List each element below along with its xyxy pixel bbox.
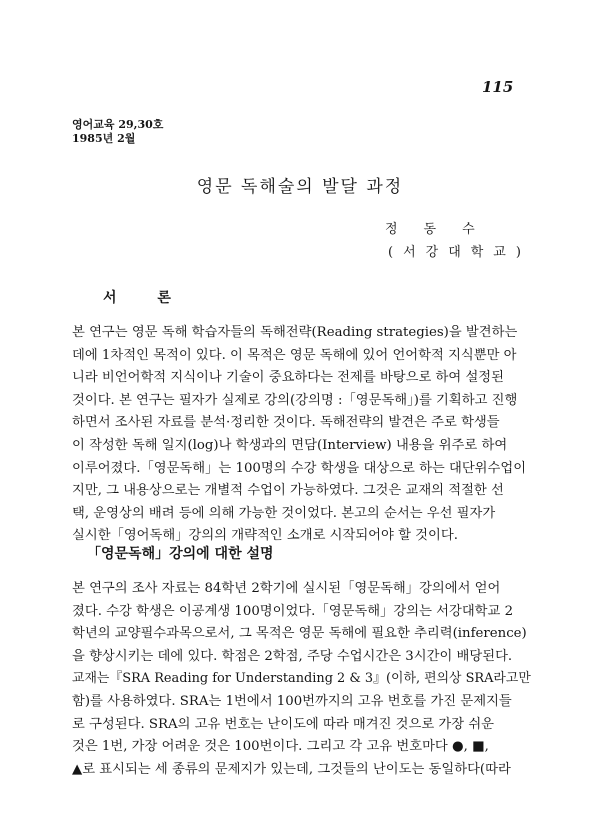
text-line: 이 작성한 독해 일지(log)나 학생과의 면담(Interview) 내용을 위주로 하여 xyxy=(72,437,508,453)
text-line: 본 연구의 조사 자료는 84학년 2학기에 실시된「영문독해」강의에서 얻어 xyxy=(72,581,501,596)
journal-info xyxy=(72,118,163,146)
text-line: 본 연구는 영문 독해 학습자들의 독해전략(Reading strategies)을 발견하는 xyxy=(72,325,518,340)
section-heading-introduction: 서 론 xyxy=(103,290,189,306)
text-line: 교재는『SRA Reading for Understanding 2 & 3』(이하, 편의상 SRA라고만 xyxy=(72,671,531,687)
text-line: ▲로 표시되는 세 종류의 문제지가 있는데, 그것들의 난이도는 동일하다(따라 xyxy=(72,761,511,777)
text-line: 택, 운영상의 배려 등에 의해 가능한 것이었다. 본고의 순서는 우선 필자가 xyxy=(72,505,496,521)
text-line: 로 구성된다. SRA의 고유 번호는 난이도에 따라 매겨진 것으로 가장 쉬운 xyxy=(72,716,495,732)
text-line: 을 향상시키는 데에 있다. 학점은 2학점, 주당 수업시간은 3시간이 배당된다. xyxy=(72,648,513,664)
author-name: 정동수 xyxy=(385,222,501,237)
text-line: 실시한「영어독해」강의의 개략적인 소개로 시작되어야 할 것이다. xyxy=(72,528,458,544)
text-line: 니라 비언어학적 지식이나 기술이 중요하다는 전제를 바탕으로 하여 설정된 xyxy=(72,370,505,386)
text-line: 것은 1번, 가장 어려운 것은 100번이다. 그리고 각 고유 번호마다 ●, ■, xyxy=(72,739,489,755)
text-line: 것이다. 본 연구는 필자가 실제로 강의(강의명 :「영문독해」)를 기획하고 진행 xyxy=(72,392,518,408)
text-line: 학년의 교양필수과목으로서, 그 목적은 영문 독해에 필요한 추리력(inference) xyxy=(72,626,527,642)
journal-volume: 영어교육 29,30호 xyxy=(72,118,164,131)
text-line: 데에 1차적인 목적이 있다. 이 목적은 영문 독해에 있어 언어학적 지식뿐만 아 xyxy=(72,347,517,363)
text-line: 졌다. 수강 학생은 이공계생 100명이었다.「영문독해」강의는 서강대학교 2 xyxy=(72,603,514,619)
author-affiliation: (서강대학교) xyxy=(388,245,531,260)
journal-date: 1985년 2월 xyxy=(72,132,136,145)
text-line: 하면서 조사된 자료를 분석·정리한 것이다. 독해전략의 발견은 주로 학생들 xyxy=(72,415,500,431)
page-number: 115 xyxy=(482,78,514,96)
course-description-paragraph xyxy=(72,578,536,781)
text-line: 지만, 그 내용상으로는 개별적 수업이 가능하였다. 그것은 교재의 적절한 선 xyxy=(72,483,504,499)
introduction-paragraph xyxy=(72,322,536,548)
paper-title: 영문 독해술의 발달 과정 xyxy=(196,177,404,197)
text-line: 이루어졌다.「영문독해」는 100명의 수강 학생을 대상으로 하는 대단위수업이 xyxy=(72,460,527,476)
section-heading-course-description: 「영문독해」강의에 대한 설명 xyxy=(87,546,274,562)
text-line: 함)를 사용하였다. SRA는 1번에서 100번까지의 고유 번호를 가진 문제지들 xyxy=(72,693,512,709)
